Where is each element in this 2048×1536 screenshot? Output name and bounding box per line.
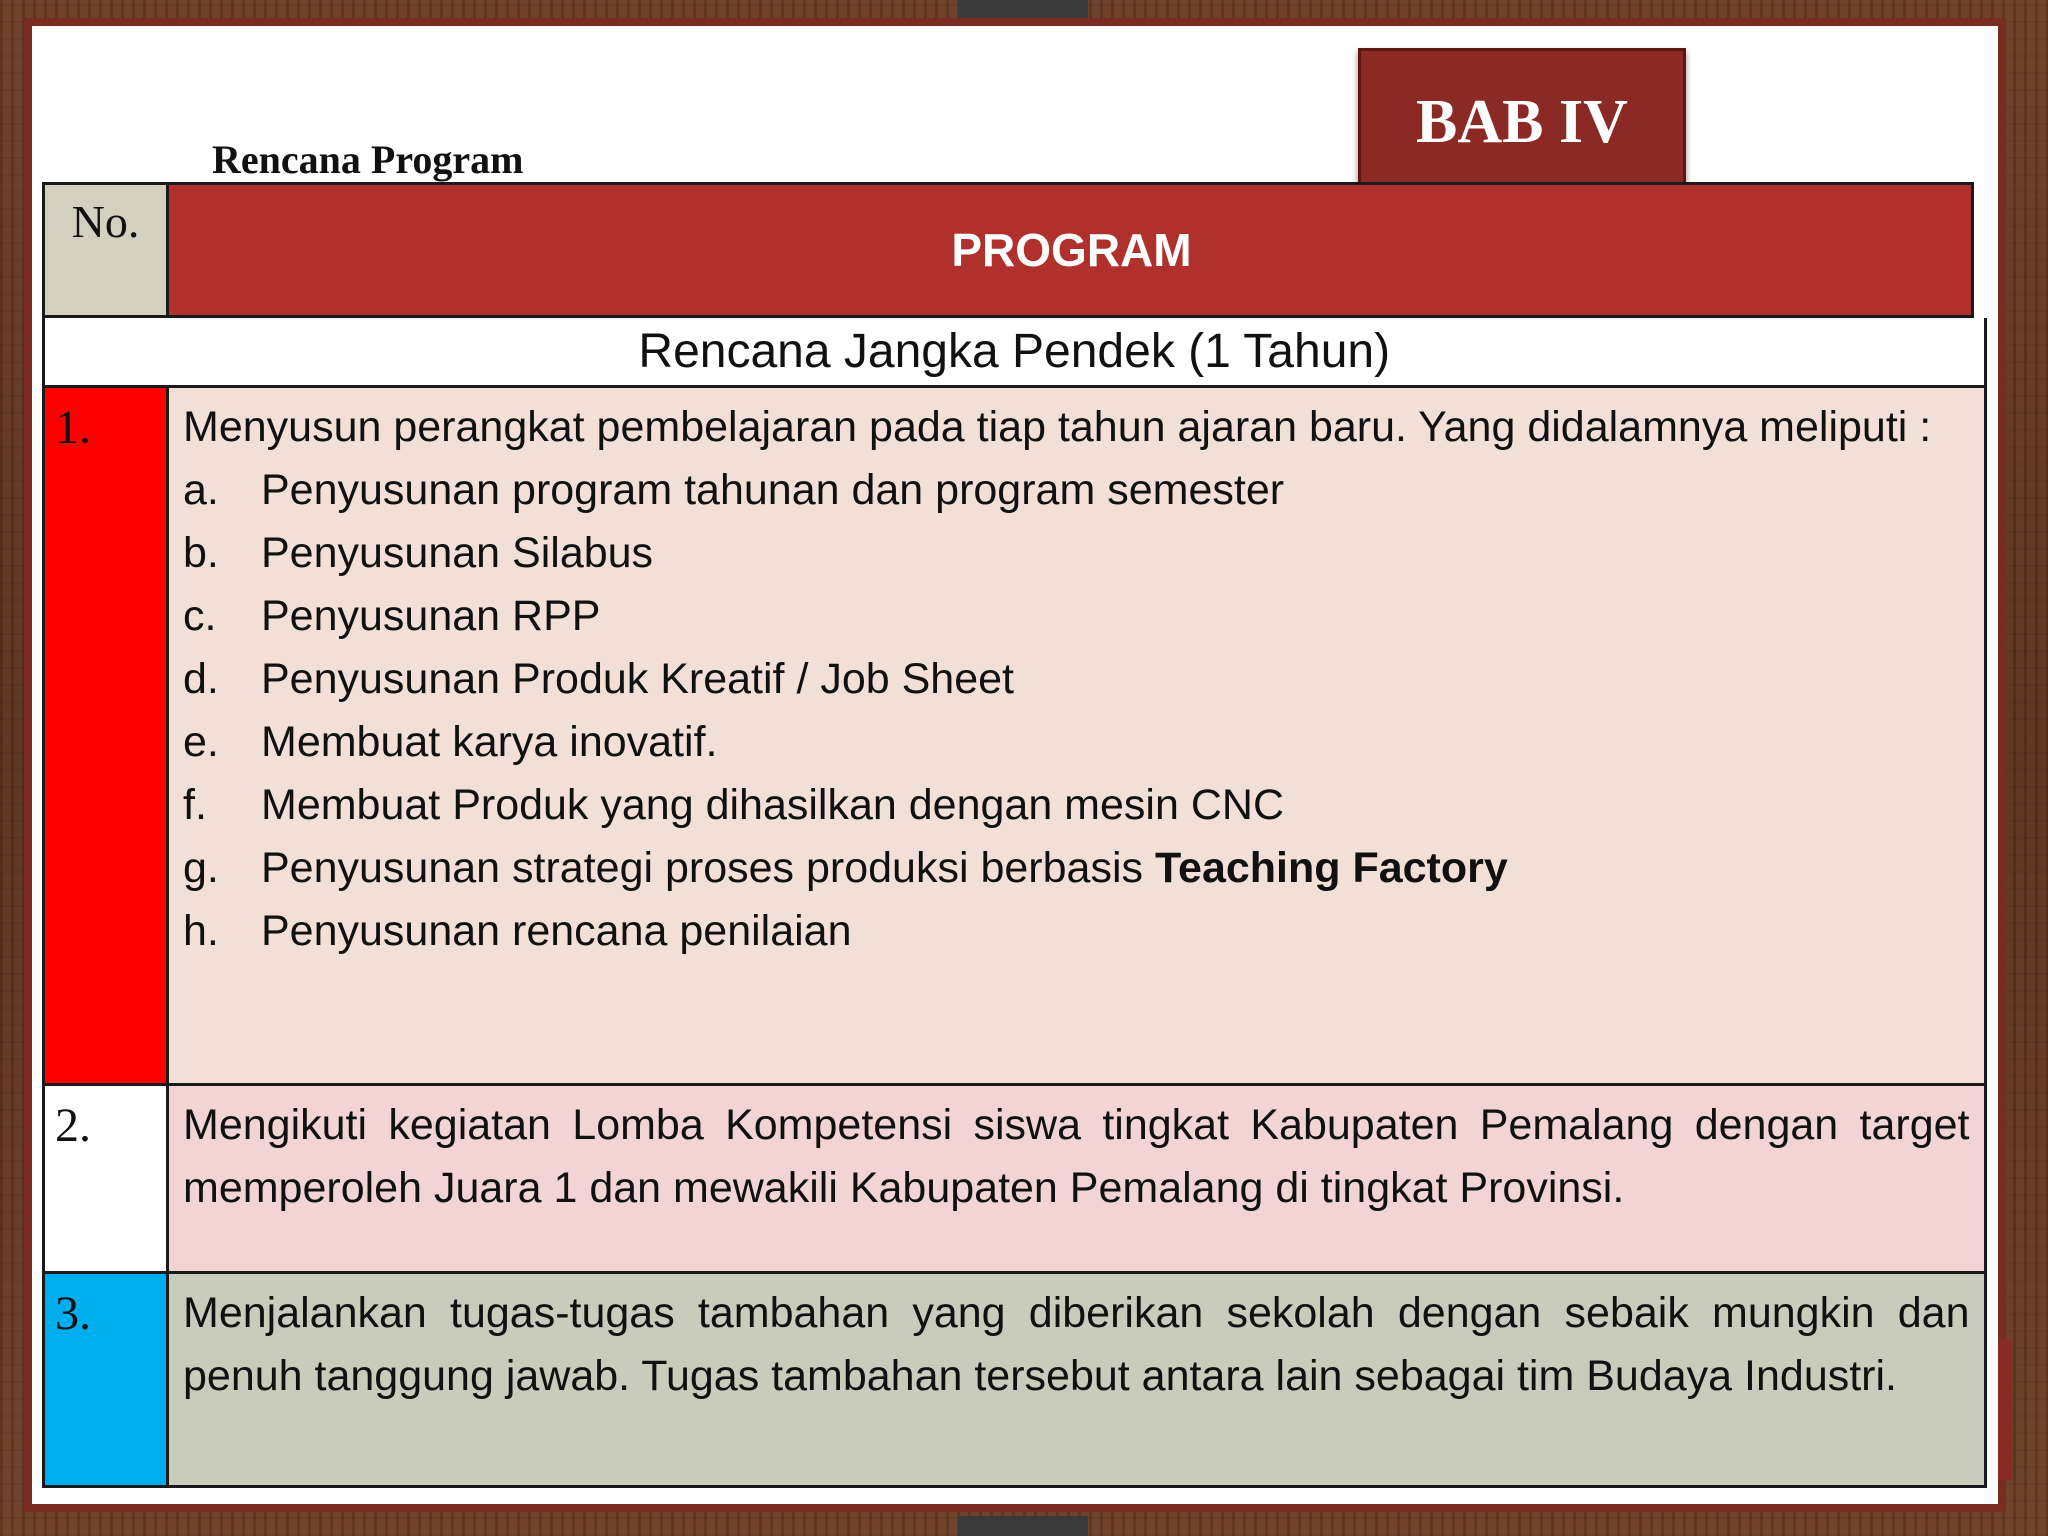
list-item [183,522,1970,585]
list-item [183,837,1970,900]
list-item-text: Penyusunan rencana penilaian [261,907,852,955]
row-text: Menjalankan tugas-tugas tambahan yang diberikan sekolah dengan sebaik mungkin dan penuh tanggung jawab. Tugas tambahan tersebut antara lain sebagai tim Budaya Industri. [183,1289,1970,1400]
table-row [44,1085,1986,1273]
list-item-letter: f. [183,781,207,829]
list-item-letter: c. [183,592,217,640]
column-header-program: PROGRAM [168,184,1986,317]
list-item-text-regular: Penyusunan strategi proses produksi berbasis [261,844,1155,892]
list-item [183,459,1970,522]
section-title: Rencana Jangka Pendek (1 Tahun) [44,317,1986,387]
list-item-text-bold: Teaching Factory [1154,844,1508,892]
table-row [44,387,1986,1085]
row-content [168,1273,1986,1487]
list-item-text: Penyusunan program tahunan dan program semester [261,466,1285,514]
chapter-label: BAB IV [1416,87,1628,156]
row-text: Mengikuti kegiatan Lomba Kompetensi siswa tingkat Kabupaten Pemalang dengan target memperoleh Juara 1 dan mewakili Kabupaten Pemalang di tingkat Provinsi. [183,1101,1970,1212]
list-item-text: Penyusunan RPP [261,592,601,640]
list-item-text [261,837,1508,900]
list-item-letter: a. [183,466,219,514]
list-item [183,900,1970,963]
list-item [183,585,1970,648]
list-item-text: Penyusunan Silabus [261,529,654,577]
row-content [168,1085,1986,1273]
row-content [168,387,1986,1085]
list-item-text: Membuat Produk yang dihasilkan dengan mesin CNC [261,781,1284,829]
side-tab-decoration [1998,1340,2012,1480]
table-header-row [44,184,1986,317]
section-row [44,317,1986,387]
list-item [183,774,1970,837]
list-item-letter: g. [183,844,219,892]
row-intro-text: Menyusun perangkat pembelajaran pada tiap tahun ajaran baru. Yang didalamnya meliputi : [183,403,1932,451]
list-item-letter: e. [183,718,219,766]
row-number: 2. [44,1085,168,1273]
chapter-badge [1358,48,1686,196]
column-header-no: No. [44,184,168,317]
list-item [183,648,1970,711]
binder-clip-bottom [958,1516,1088,1536]
program-table [42,182,1996,1488]
list-item [183,711,1970,774]
list-item-letter: h. [183,907,219,955]
list-item-text: Penyusunan Produk Kreatif / Job Sheet [261,655,1014,703]
binder-clip-top [958,0,1088,20]
row-number: 1. [44,387,168,1085]
row-number: 3. [44,1273,168,1487]
document-title: Rencana Program [212,137,524,182]
list-item-letter: d. [183,655,219,703]
list-item-text: Membuat karya inovatif. [261,718,718,766]
list-item-letter: b. [183,529,219,577]
table-row [44,1273,1986,1487]
sub-item-list [183,459,1970,963]
